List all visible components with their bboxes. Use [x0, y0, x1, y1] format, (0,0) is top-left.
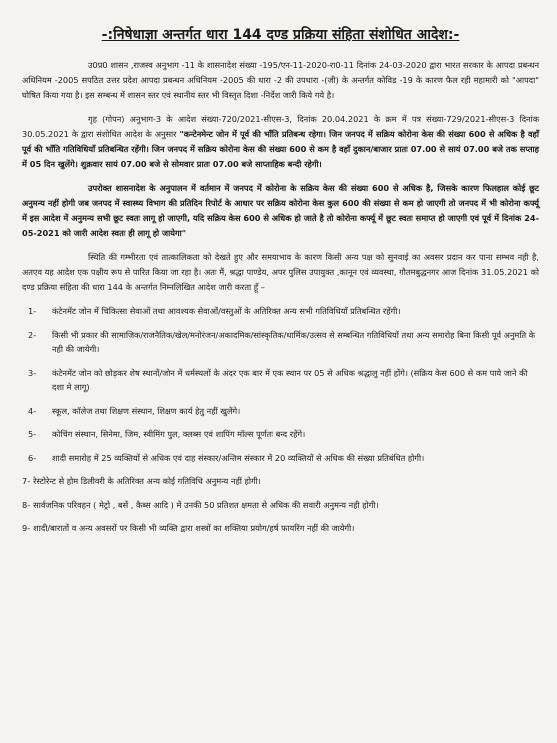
- paragraph-bold-text: "कन्टेनमेन्ट जोन में पूर्व की भाँति प्रतिबन्ध रहेगा। जिन जनपद में सक्रिय कोरोना केस की संख्या 600 से अधिक है वहाँ पूर्व की भाँति गतिविधियाँ प्रतिबन्धित रहेंगी। जिन जनपद में सक्रिय कोरोना केस की संख्या 600 से कम है वहाँ दुकान/बाजार प्रातः 07.00 से सायं 07.00 बजे तक सप्ताह में 05 दिन खुलेंगे। शुक्रवार सायं 07.00 बजे से सोमवार प्रातः 07.00 बजे साप्ताहिक बन्दी रहेगी।: [22, 129, 539, 169]
- list-item-number: 7-: [22, 476, 31, 486]
- list-item-number: 1-: [28, 306, 37, 316]
- list-item: [22, 521, 539, 536]
- paragraph: [22, 181, 539, 241]
- list-item-text: कंटेनमेंट जोन को छोड़कर शेष स्थानों/जोन में धर्मस्थलों के अंदर एक बार में एक स्थान पर 05 से अधिक श्रद्धालु नहीं होंगे। (सक्रिय केस 600 से कम पाये जाने की दशा मे लागू): [52, 367, 528, 392]
- list-item-number: 9-: [22, 523, 31, 533]
- list-item-text: शादी/बारातों व अन्य अवसरों पर किसी भी व्यक्ति द्वारा शस्त्रों का शक्तिया प्रयोग/हर्ष फायरिंग नहीं की जायेगी।: [33, 523, 355, 533]
- paragraph: [22, 250, 539, 295]
- list-item-text: सार्वजनिक परिवहन ( मेट्रो , बसें , कैब्स आदि ) में उनकी 50 प्रतिशत क्षमता से अधिक की सवारी अनुमन्य नही होगी।: [33, 499, 379, 510]
- list-item: [22, 498, 539, 513]
- document-title: -:निषेधाज्ञा अन्तर्गत धारा 144 दण्ड प्रक्रिया संहिता संशोधित आदेश:-: [101, 27, 460, 43]
- paragraph: [22, 58, 539, 103]
- list-item: [22, 304, 539, 319]
- list-item-text: स्कूल, कॉलेज तथा शिक्षण संस्थान, शिक्षण कार्य हेतु नहीं खुलेंगे।: [52, 405, 241, 416]
- list-item: [22, 451, 539, 466]
- list-item-text: शादी समारोह में 25 व्यक्तियों से अधिक एवं दाह संस्कार/अन्तिम संस्कार में 20 व्यक्तियों से अधिक की संख्या प्रतिबंधित होगी।: [52, 452, 425, 463]
- paragraph-text: गृह (गोपन) अनुभाग-3 के आदेश संख्या-720/2021-सीएस-3, दिनांक 20.04.2021 के क्रम में पत्र संख्या-729/2021-सीएस-3 दिनांक 30.05.2021 के द्वारा संशोधित आदेश के अनुसार: [22, 114, 539, 139]
- list-item-text: कंटेनमेंट जोन में चिकित्सा सेवाओं तथा आवश्यक सेवाओं/वस्तुओं के अतिरिक्त अन्य सभी गतिविधियाँ प्रतिबन्धित रहेंगी।: [52, 306, 401, 316]
- paragraph-text: स्थिति की गम्भीरता एवं तात्कालिकता को देखते हुए और समयाभाव के कारण किसी अन्य पक्ष को सुनवाई का अवसर प्रदान कर पाना सम्भव नही है, अतएव यह आदेश एक पक्षीय रूप से पारित किया जा रहा है। अतः मैं, श्रद्धा पाण्डेय, अपर पुलिस उपायुक्त ,कानून एवं व्यवस्था, गौतमबुद्धनगर आज दिनांक 31.05.2021 को दण्ड प्रक्रिया संहिता की धारा 144 के अन्तर्गत निम्नलिखित आदेश जारी करता हूँ –: [22, 252, 539, 292]
- paragraph-bold-text: उपरोक्त शासनादेश के अनुपालन में वर्तमान में जनपद में कोरोना के सक्रिय केस की संख्या 600 से अधिक है, जिसके कारण फिलहाल कोई छूट अनुमन्य नहीं होगी जब जनपद में स्वास्थ्य विभाग की प्रतिदिन रिपोर्ट के आधार पर सक्रिय कोरोना केस कुल 600 की संख्या से कम हो जाएगी तो जनपद में भी कोरोना कर्फ्यू में इस आदेश में अनुमन्य सभी छूट स्वतः लागू हो जाएगी, यदि सक्रिय केस 600 से अधिक हो जाते है तो कोरोना कर्फ्यू में छूट स्वतः समाप्त हो जाएगी एवं पूर्व में दिनांक 24-05-2021 को जारी आदेश स्वतः ही लागू हो जायेगा": [22, 183, 539, 238]
- list-item-text: कोचिंग संस्थान, सिनेमा, जिम, स्वीमिंग पुल, क्लब्स एवं शापिंग मॉल्स पूर्णतः बन्द रहेंगे।: [52, 429, 306, 439]
- list-item: [22, 404, 539, 419]
- list-item: [22, 328, 539, 357]
- document-body: [22, 58, 539, 295]
- list-item-number: 8-: [22, 499, 31, 510]
- paragraph: [22, 112, 539, 172]
- list-item: [22, 474, 539, 489]
- list-item-number: 4-: [28, 405, 37, 416]
- list-item-number: 5-: [28, 429, 37, 439]
- list-item-text: रेस्टोरेन्ट से होम डिलीवरी के अतिरिक्त अन्य कोई गतिविधि अनुमन्य नहीं होगी।: [33, 476, 261, 486]
- list-item-number: 2-: [28, 329, 37, 340]
- paragraph-text: उ0प्र0 शासन ,राजस्व अनुभाग -11 के शासनादेश संख्या -195/एन-11-2020-रा0-11 दिनांक 24-03-2020 द्वारा भारत सरकार के आपदा प्रबन्धन अधिनियम -2005 सपठित उत्तर प्रदेश आपदा प्रबन्धन अधिनियम -2005 की धारा -2 की उपधारा -(जी) के अन्तर्गत कोविड -19 के कारण फैल रही महामारी को "आपदा" घोषित किया गया है। इस सम्बन्ध में शासन स्तर एवं स्थानीय स्तर भी विस्तृत दिशा -निर्देश जारी किये गये है।: [22, 60, 539, 100]
- list-item: [22, 366, 539, 395]
- list-item-number: 3-: [28, 367, 37, 378]
- list-item-number: 6-: [28, 452, 37, 463]
- list-item-text: किसी भी प्रकार की सामाजिक/राजनैतिक/खेल/मनोरंजन/अकादमिक/सांस्कृतिक/धार्मिक/उत्सव से सम्बन्धित गतिविधियों तथा अन्य समारोह बिना किसी पूर्व अनुमति के नही की जायेगी।: [52, 329, 536, 354]
- list-item: [22, 427, 539, 442]
- order-list: [22, 304, 539, 536]
